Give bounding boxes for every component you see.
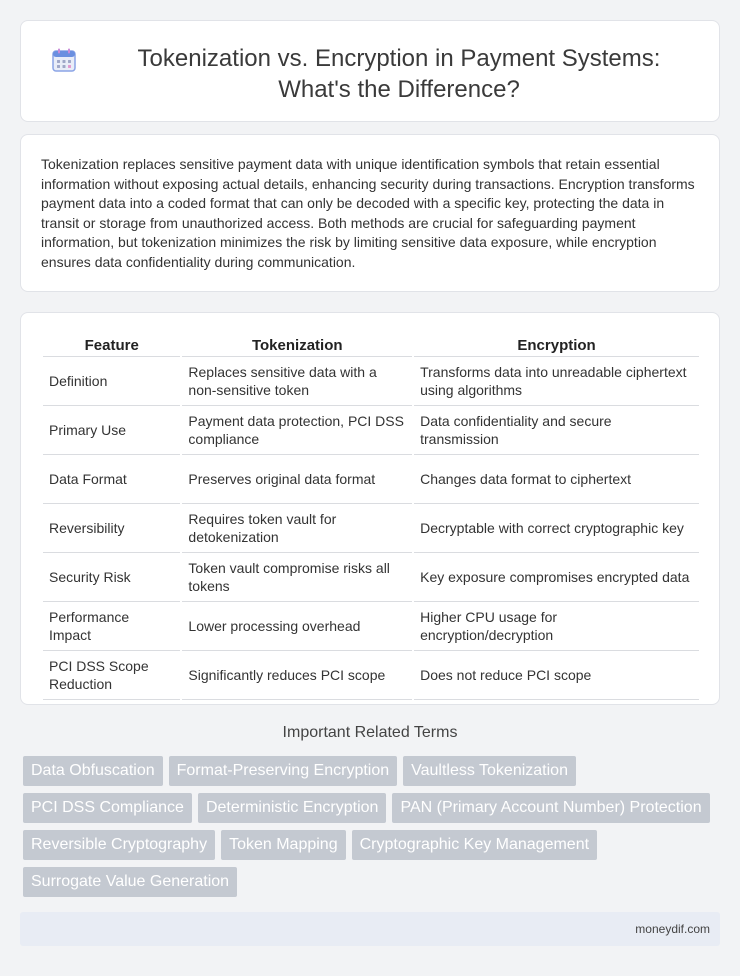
table-row (43, 455, 699, 504)
table-row (43, 504, 699, 553)
tokenization-cell: Replaces sensitive data with a non-sensitive token (182, 357, 412, 406)
page-title: Tokenization vs. Encryption in Payment Systems: What's the Difference? (137, 45, 661, 103)
intro-card (20, 134, 720, 292)
tokenization-cell: Preserves original data format (182, 455, 412, 504)
related-term-tag[interactable]: PAN (Primary Account Number) Protection (392, 793, 709, 823)
feature-cell: Primary Use (43, 406, 180, 455)
encryption-cell: Changes data format to ciphertext (414, 455, 699, 504)
column-header: Tokenization (182, 333, 412, 357)
related-term-tag[interactable]: Deterministic Encryption (198, 793, 387, 823)
related-term-tag[interactable]: Token Mapping (221, 830, 346, 860)
related-term-tag[interactable]: Surrogate Value Generation (23, 867, 237, 897)
related-term-tag[interactable]: Data Obfuscation (23, 756, 163, 786)
encryption-cell: Higher CPU usage for encryption/decryption (414, 602, 699, 651)
related-term-tag[interactable]: Reversible Cryptography (23, 830, 215, 860)
comparison-table-card (20, 312, 720, 705)
encryption-cell: Does not reduce PCI scope (414, 651, 699, 700)
feature-cell: Data Format (43, 455, 180, 504)
related-term-tag[interactable]: Cryptographic Key Management (352, 830, 597, 860)
column-header: Encryption (414, 333, 699, 357)
site-name[interactable]: moneydif.com (635, 922, 710, 936)
comparison-table (41, 333, 701, 700)
encryption-cell: Transforms data into unreadable ciphertext using algorithms (414, 357, 699, 406)
intro-paragraph: Tokenization replaces sensitive payment data with unique identification symbols that retain essential information without exposing actual details, enhancing security during transactions. Encryption transforms payment data into a coded format that can only be decoded with a specific key, protecting the data in transit or storage from unauthorized access. Both methods are crucial for safeguarding payment information, but tokenization minimizes the risk by limiting sensitive data exposure, while encryption ensures data confidentiality during communication. (41, 156, 695, 270)
related-term-tag[interactable]: PCI DSS Compliance (23, 793, 192, 823)
tokenization-cell: Significantly reduces PCI scope (182, 651, 412, 700)
table-header-row (43, 333, 699, 357)
tokenization-cell: Requires token vault for detokenization (182, 504, 412, 553)
table-row (43, 651, 699, 700)
tokenization-cell: Payment data protection, PCI DSS compliance (182, 406, 412, 455)
related-terms-heading: Important Related Terms (282, 724, 458, 741)
table-row (43, 602, 699, 651)
feature-cell: PCI DSS Scope Reduction (43, 651, 180, 700)
column-header: Feature (43, 333, 180, 357)
feature-cell: Performance Impact (43, 602, 180, 651)
related-term-tag[interactable]: Format-Preserving Encryption (169, 756, 398, 786)
footer (20, 912, 720, 946)
feature-cell: Definition (43, 357, 180, 406)
related-term-tag[interactable]: Vaultless Tokenization (403, 756, 576, 786)
encryption-cell: Key exposure compromises encrypted data (414, 553, 699, 602)
table-row (43, 357, 699, 406)
table-row (43, 553, 699, 602)
table-row (43, 406, 699, 455)
encryption-cell: Decryptable with correct cryptographic key (414, 504, 699, 553)
calendar-icon (51, 47, 77, 73)
related-terms-tags (23, 756, 723, 897)
feature-cell: Security Risk (43, 553, 180, 602)
title-card (20, 20, 720, 122)
encryption-cell: Data confidentiality and secure transmission (414, 406, 699, 455)
tokenization-cell: Lower processing overhead (182, 602, 412, 651)
feature-cell: Reversibility (43, 504, 180, 553)
tokenization-cell: Token vault compromise risks all tokens (182, 553, 412, 602)
